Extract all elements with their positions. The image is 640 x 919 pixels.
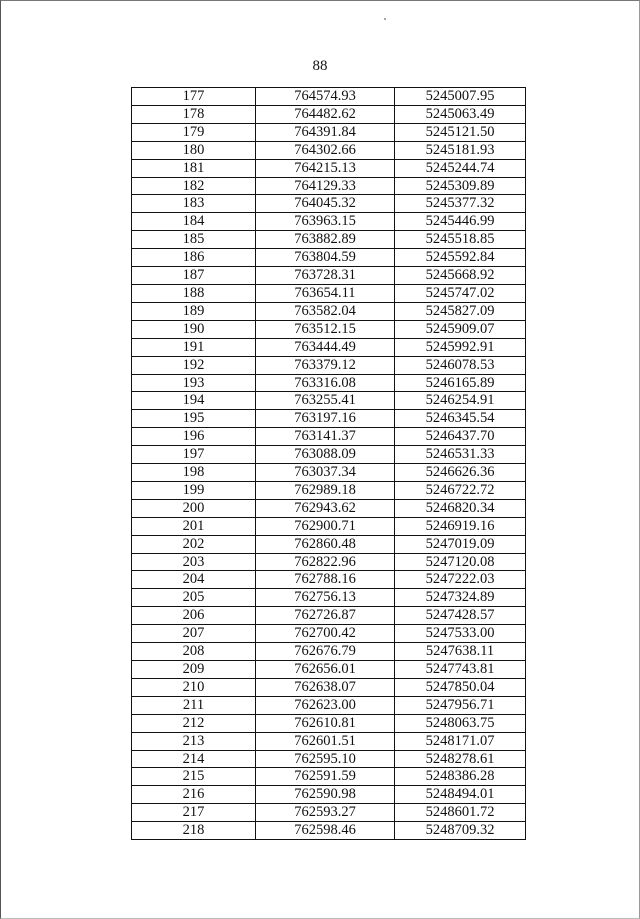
point-number-cell: 203	[132, 553, 256, 571]
point-number-cell: 190	[132, 320, 256, 338]
table-row	[132, 804, 526, 822]
scan-speck	[384, 18, 386, 20]
y-coordinate-cell: 5245007.95	[395, 88, 526, 106]
y-coordinate-cell: 5246626.36	[395, 464, 526, 482]
table-row	[132, 88, 526, 106]
x-coordinate-cell: 762590.98	[256, 786, 395, 804]
x-coordinate-cell: 763654.11	[256, 284, 395, 302]
x-coordinate-cell: 762700.42	[256, 625, 395, 643]
x-coordinate-cell: 762788.16	[256, 571, 395, 589]
y-coordinate-cell: 5246165.89	[395, 374, 526, 392]
y-coordinate-cell: 5247019.09	[395, 535, 526, 553]
x-coordinate-cell: 763444.49	[256, 338, 395, 356]
table-row	[132, 714, 526, 732]
point-number-cell: 181	[132, 159, 256, 177]
x-coordinate-cell: 763255.41	[256, 392, 395, 410]
table-row	[132, 732, 526, 750]
table-row	[132, 338, 526, 356]
y-coordinate-cell: 5248063.75	[395, 714, 526, 732]
table-row	[132, 284, 526, 302]
y-coordinate-cell: 5247120.08	[395, 553, 526, 571]
point-number-cell: 184	[132, 213, 256, 231]
x-coordinate-cell: 762638.07	[256, 678, 395, 696]
point-number-cell: 196	[132, 428, 256, 446]
point-number-cell: 178	[132, 105, 256, 123]
point-number-cell: 210	[132, 678, 256, 696]
table-row	[132, 141, 526, 159]
point-number-cell: 195	[132, 410, 256, 428]
table-row	[132, 589, 526, 607]
x-coordinate-cell: 763963.15	[256, 213, 395, 231]
y-coordinate-cell: 5247743.81	[395, 661, 526, 679]
x-coordinate-cell: 763512.15	[256, 320, 395, 338]
point-number-cell: 215	[132, 768, 256, 786]
x-coordinate-cell: 762676.79	[256, 643, 395, 661]
table-row	[132, 302, 526, 320]
y-coordinate-cell: 5245827.09	[395, 302, 526, 320]
point-number-cell: 214	[132, 750, 256, 768]
x-coordinate-cell: 762595.10	[256, 750, 395, 768]
coordinates-table	[131, 87, 526, 840]
point-number-cell: 177	[132, 88, 256, 106]
table-row	[132, 481, 526, 499]
x-coordinate-cell: 763197.16	[256, 410, 395, 428]
point-number-cell: 207	[132, 625, 256, 643]
point-number-cell: 179	[132, 123, 256, 141]
y-coordinate-cell: 5246437.70	[395, 428, 526, 446]
y-coordinate-cell: 5245518.85	[395, 231, 526, 249]
x-coordinate-cell: 764215.13	[256, 159, 395, 177]
table-row	[132, 249, 526, 267]
point-number-cell: 217	[132, 804, 256, 822]
x-coordinate-cell: 764129.33	[256, 177, 395, 195]
table-row	[132, 768, 526, 786]
table-row	[132, 464, 526, 482]
point-number-cell: 211	[132, 696, 256, 714]
point-number-cell: 182	[132, 177, 256, 195]
y-coordinate-cell: 5245309.89	[395, 177, 526, 195]
x-coordinate-cell: 762598.46	[256, 822, 395, 840]
page-number: 88	[312, 58, 328, 74]
table-row	[132, 517, 526, 535]
y-coordinate-cell: 5248278.61	[395, 750, 526, 768]
x-coordinate-cell: 763379.12	[256, 356, 395, 374]
point-number-cell: 191	[132, 338, 256, 356]
x-coordinate-cell: 763728.31	[256, 267, 395, 285]
x-coordinate-cell: 763804.59	[256, 249, 395, 267]
table-row	[132, 535, 526, 553]
x-coordinate-cell: 763582.04	[256, 302, 395, 320]
x-coordinate-cell: 762943.62	[256, 499, 395, 517]
table-row	[132, 446, 526, 464]
y-coordinate-cell: 5245063.49	[395, 105, 526, 123]
x-coordinate-cell: 762822.96	[256, 553, 395, 571]
y-coordinate-cell: 5247638.11	[395, 643, 526, 661]
y-coordinate-cell: 5246531.33	[395, 446, 526, 464]
table-row	[132, 213, 526, 231]
table-row	[132, 105, 526, 123]
y-coordinate-cell: 5248386.28	[395, 768, 526, 786]
point-number-cell: 193	[132, 374, 256, 392]
y-coordinate-cell: 5245181.93	[395, 141, 526, 159]
table-row	[132, 625, 526, 643]
y-coordinate-cell: 5247428.57	[395, 607, 526, 625]
y-coordinate-cell: 5247850.04	[395, 678, 526, 696]
point-number-cell: 197	[132, 446, 256, 464]
y-coordinate-cell: 5245244.74	[395, 159, 526, 177]
y-coordinate-cell: 5246722.72	[395, 481, 526, 499]
x-coordinate-cell: 762601.51	[256, 732, 395, 750]
y-coordinate-cell: 5245992.91	[395, 338, 526, 356]
table-row	[132, 392, 526, 410]
y-coordinate-cell: 5246254.91	[395, 392, 526, 410]
table-row	[132, 750, 526, 768]
x-coordinate-cell: 763882.89	[256, 231, 395, 249]
y-coordinate-cell: 5246820.34	[395, 499, 526, 517]
table-row	[132, 410, 526, 428]
point-number-cell: 194	[132, 392, 256, 410]
table-row	[132, 661, 526, 679]
point-number-cell: 218	[132, 822, 256, 840]
y-coordinate-cell: 5245668.92	[395, 267, 526, 285]
table-row	[132, 195, 526, 213]
y-coordinate-cell: 5247222.03	[395, 571, 526, 589]
point-number-cell: 198	[132, 464, 256, 482]
table-row	[132, 499, 526, 517]
table-row	[132, 231, 526, 249]
point-number-cell: 201	[132, 517, 256, 535]
point-number-cell: 204	[132, 571, 256, 589]
table-row	[132, 428, 526, 446]
table-row	[132, 267, 526, 285]
point-number-cell: 183	[132, 195, 256, 213]
x-coordinate-cell: 764302.66	[256, 141, 395, 159]
point-number-cell: 206	[132, 607, 256, 625]
point-number-cell: 209	[132, 661, 256, 679]
x-coordinate-cell: 762610.81	[256, 714, 395, 732]
x-coordinate-cell: 762989.18	[256, 481, 395, 499]
x-coordinate-cell: 764045.32	[256, 195, 395, 213]
y-coordinate-cell: 5245446.99	[395, 213, 526, 231]
x-coordinate-cell: 763037.34	[256, 464, 395, 482]
table-row	[132, 643, 526, 661]
y-coordinate-cell: 5245909.07	[395, 320, 526, 338]
point-number-cell: 187	[132, 267, 256, 285]
point-number-cell: 216	[132, 786, 256, 804]
y-coordinate-cell: 5245377.32	[395, 195, 526, 213]
y-coordinate-cell: 5245747.02	[395, 284, 526, 302]
point-number-cell: 192	[132, 356, 256, 374]
y-coordinate-cell: 5246078.53	[395, 356, 526, 374]
point-number-cell: 213	[132, 732, 256, 750]
y-coordinate-cell: 5247533.00	[395, 625, 526, 643]
point-number-cell: 202	[132, 535, 256, 553]
y-coordinate-cell: 5246919.16	[395, 517, 526, 535]
x-coordinate-cell: 763316.08	[256, 374, 395, 392]
point-number-cell: 185	[132, 231, 256, 249]
y-coordinate-cell: 5247324.89	[395, 589, 526, 607]
point-number-cell: 188	[132, 284, 256, 302]
x-coordinate-cell: 762860.48	[256, 535, 395, 553]
table-row	[132, 553, 526, 571]
table-row	[132, 678, 526, 696]
x-coordinate-cell: 762623.00	[256, 696, 395, 714]
table-row	[132, 696, 526, 714]
point-number-cell: 186	[132, 249, 256, 267]
x-coordinate-cell: 763141.37	[256, 428, 395, 446]
y-coordinate-cell: 5245592.84	[395, 249, 526, 267]
y-coordinate-cell: 5245121.50	[395, 123, 526, 141]
x-coordinate-cell: 762900.71	[256, 517, 395, 535]
table-row	[132, 786, 526, 804]
table-row	[132, 177, 526, 195]
x-coordinate-cell: 762591.59	[256, 768, 395, 786]
point-number-cell: 200	[132, 499, 256, 517]
x-coordinate-cell: 762593.27	[256, 804, 395, 822]
x-coordinate-cell: 762726.87	[256, 607, 395, 625]
x-coordinate-cell: 763088.09	[256, 446, 395, 464]
point-number-cell: 180	[132, 141, 256, 159]
y-coordinate-cell: 5246345.54	[395, 410, 526, 428]
x-coordinate-cell: 762756.13	[256, 589, 395, 607]
y-coordinate-cell: 5248709.32	[395, 822, 526, 840]
point-number-cell: 189	[132, 302, 256, 320]
table-row	[132, 374, 526, 392]
x-coordinate-cell: 764482.62	[256, 105, 395, 123]
x-coordinate-cell: 762656.01	[256, 661, 395, 679]
y-coordinate-cell: 5248494.01	[395, 786, 526, 804]
point-number-cell: 212	[132, 714, 256, 732]
coordinates-table-body	[132, 88, 526, 840]
table-row	[132, 822, 526, 840]
table-row	[132, 320, 526, 338]
point-number-cell: 205	[132, 589, 256, 607]
y-coordinate-cell: 5248171.07	[395, 732, 526, 750]
point-number-cell: 208	[132, 643, 256, 661]
x-coordinate-cell: 764391.84	[256, 123, 395, 141]
y-coordinate-cell: 5247956.71	[395, 696, 526, 714]
table-row	[132, 607, 526, 625]
y-coordinate-cell: 5248601.72	[395, 804, 526, 822]
point-number-cell: 199	[132, 481, 256, 499]
table-row	[132, 159, 526, 177]
table-row	[132, 123, 526, 141]
table-row	[132, 356, 526, 374]
x-coordinate-cell: 764574.93	[256, 88, 395, 106]
table-row	[132, 571, 526, 589]
